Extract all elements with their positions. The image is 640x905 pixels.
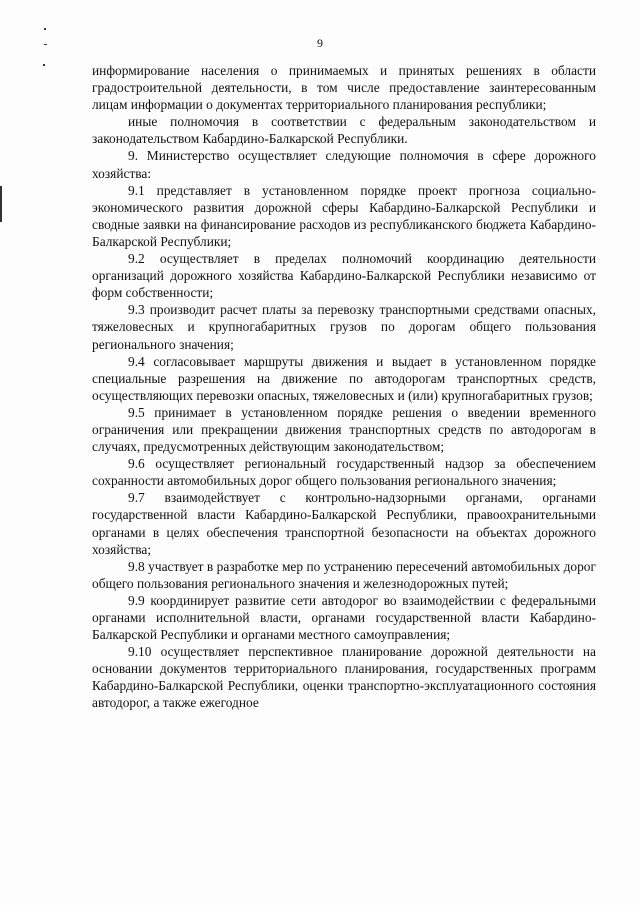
paragraph: 9.9 координирует развитие сети автодорог во взаимодействии с федеральными органами исполнительной власти, органами государственной власти Кабардино-Балкарской Республики и органами местного самоуправления;: [92, 592, 596, 643]
paragraph: 9.8 участвует в разработке мер по устранению пересечений автомобильных дорог общего пользования регионального значения и железнодорожных путей;: [92, 558, 596, 591]
paragraph: 9.6 осуществляет региональный государственный надзор за обеспечением сохранности автомобильных дорог общего пользования регионального значения;: [92, 456, 596, 489]
paragraph: 9. Министерство осуществляет следующие полномочия в сфере дорожного хозяйства:: [92, 148, 596, 181]
scan-mark: [44, 28, 46, 30]
paragraph: 9.2 осуществляет в пределах полномочий координацию деятельности организаций дорожного хозяйства Кабардино-Балкарской Республики независимо от форм собственности;: [92, 251, 596, 301]
paragraph: информирование населения о принимаемых и принятых решениях в области градостроительной деятельности, в том числе предоставление заинтересованным лицам информации о документах территориального планирования республики;: [92, 63, 596, 113]
paragraph: 9.5 принимает в установленном порядке решения о введении временного ограничения или прекращении движения транспортных средств по автодорогам в случаях, предусмотренных действующим законодательством;: [92, 404, 596, 455]
scan-mark: [43, 64, 45, 66]
document-body: [92, 62, 596, 712]
scan-mark: [0, 186, 2, 222]
page-number: 9: [317, 36, 323, 50]
paragraph: 9.7 взаимодействует с контрольно-надзорными органами, органами государственной власти Кабардино-Балкарской Республики, правоохранительными органами в целях обеспечения транспортной безопасности на объектах дорожного хозяйства;: [92, 490, 596, 557]
paragraph: 9.1 представляет в установленном порядке проект прогноза социально-экономического развития дорожной сферы Кабардино-Балкарской Республики и сводные заявки на финансирование расходов из республиканского бюджета Кабардино-Балкарской Республики;: [92, 182, 596, 249]
paragraph: 9.10 осуществляет перспективное планирование дорожной деятельности на основании документов территориального планирования, государственных программ Кабардино-Балкарской Республики, оценки транспортно-эксплуатационного состояния автодорог, а также ежегодное: [92, 644, 596, 711]
paragraph: 9.3 производит расчет платы за перевозку транспортными средствами опасных, тяжеловесных и крупногабаритных грузов по дорогам общего пользования регионального значения;: [92, 302, 596, 352]
paragraph: 9.4 согласовывает маршруты движения и выдает в установленном порядке специальные разрешения на движение по автодорогам транспортных средств, осуществляющих перевозки опасных, тяжеловесных и (или) крупногабаритных грузов;: [92, 353, 596, 403]
paragraph: иные полномочия в соответствии с федеральным законодательством и законодательством Кабардино-Балкарской Республики.: [92, 114, 596, 147]
